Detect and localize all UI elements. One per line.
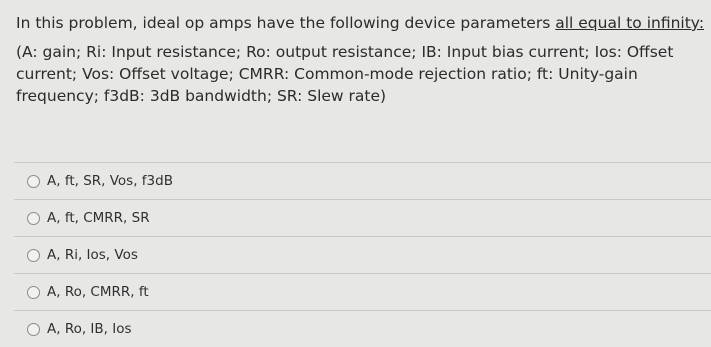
answer-option-label: A, Ri, Ios, Vos <box>47 247 138 263</box>
answer-options <box>14 162 711 347</box>
answer-option-label: A, Ro, IB, Ios <box>47 321 132 337</box>
answer-option[interactable] <box>14 162 711 199</box>
answer-option[interactable] <box>14 236 711 273</box>
radio-button-icon[interactable] <box>27 286 40 299</box>
radio-button-icon[interactable] <box>27 323 40 336</box>
question-stem-emphasis: all equal to infinity: <box>555 14 705 32</box>
radio-button-icon[interactable] <box>27 175 40 188</box>
question-stem-text: In this problem, ideal op amps have the following device parameters <box>16 14 556 32</box>
answer-option-label: A, ft, SR, Vos, f3dB <box>47 173 173 189</box>
radio-button-icon[interactable] <box>27 249 40 262</box>
question-stem <box>16 12 706 34</box>
question-block <box>16 12 706 107</box>
answer-option-label: A, Ro, CMRR, ft <box>47 284 149 300</box>
answer-option[interactable] <box>14 273 711 310</box>
answer-option[interactable] <box>14 310 711 347</box>
answer-option[interactable] <box>14 199 711 236</box>
parameters-note: (A: gain; Ri: Input resistance; Ro: output resistance; IB: Input bias current; Ios: Offset current; Vos: Offset voltage; CMRR: Common-mode rejection ratio; ft: Unity-gain frequency; f3dB: 3dB bandwidth; SR: Slew rate) <box>16 43 674 105</box>
radio-button-icon[interactable] <box>27 212 40 225</box>
answer-option-label: A, ft, CMRR, SR <box>47 210 150 226</box>
